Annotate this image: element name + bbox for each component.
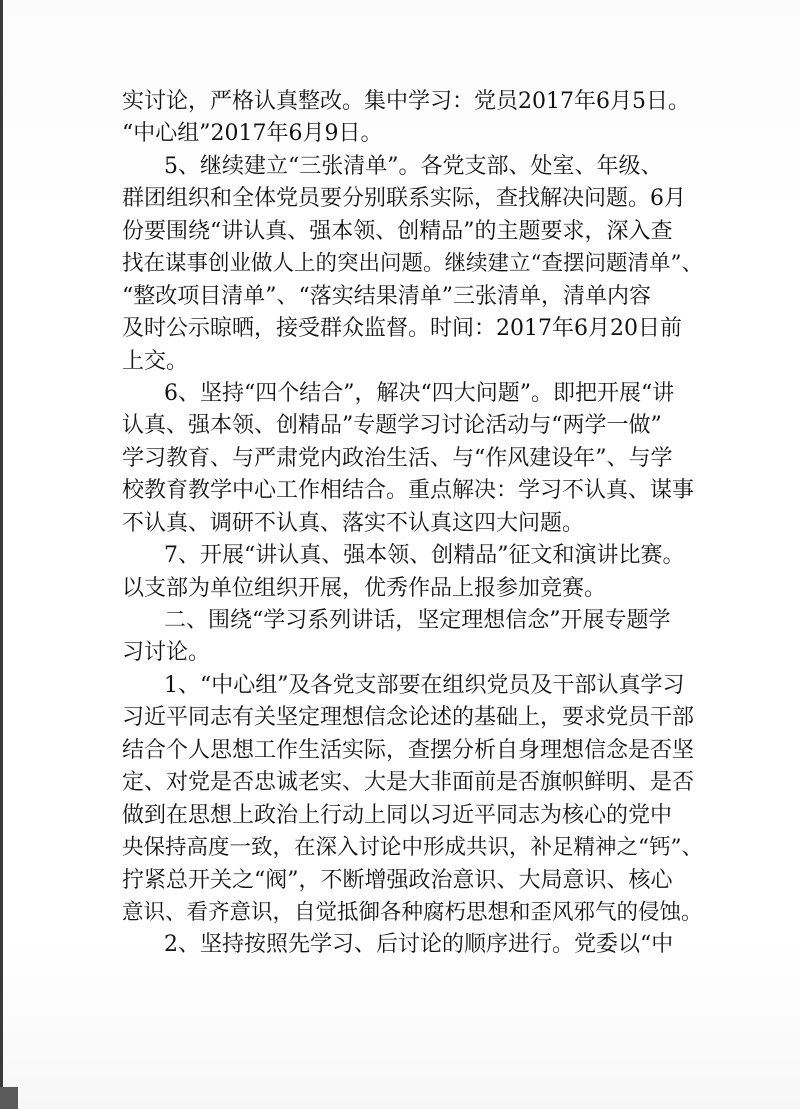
text-line: “整改项目清单”、“落实结果清单”三张清单，清单内容 [122,283,651,309]
text-line: 份要围绕“讲认真、强本领、创精品”的主题要求，深入查 [122,218,673,244]
text-line: 及时公示晾晒，接受群众监督。时间：2017年6月20日前 [122,316,682,342]
text-line: 上交。 [122,348,189,374]
text-line: 习近平同志有关坚定理想信念论述的基础上，要求党员干部 [122,705,695,731]
text-line: 校教育教学中心工作相结合。重点解决：学习不认真、谋事 [122,478,695,504]
text-line: 5、继续建立“三张清单”。各党支部、处室、年级、 [164,153,663,179]
document-body [122,86,712,962]
text-line: 认真、强本领、创精品”专题学习讨论活动与“两学一做” [122,413,662,439]
text-line: 意识、看齐意识，自觉抵御各种腐朽思想和歪风邪气的侵蚀。 [122,899,703,925]
text-line: 实讨论，严格认真整改。集中学习：党员2017年6月5日。 [122,89,690,114]
text-line: 结合个人思想工作生活实际，查摆分析自身理想信念是否坚 [122,737,695,763]
text-line: 以支部为单位组织开展，优秀作品上报参加竞赛。 [122,575,607,601]
text-line: 定、对党是否忠诚老实、大是大非面前是否旗帜鲜明、是否 [122,770,695,796]
text-line: 7、开展“讲认真、强本领、创精品”征文和演讲比赛。 [164,543,685,569]
text-line: 1、“中心组”及各党支部要在组织党员及干部认真学习 [164,672,685,698]
text-line: 央保持高度一致，在深入讨论中形成共识，补足精神之“钙”、 [122,835,703,861]
text-line: 6、坚持“四个结合”，解决“四大问题”。即把开展“讲 [164,380,675,406]
scan-edge [0,0,3,1109]
text-line: 做到在思想上政治上行动上同以习近平同志为核心的党中 [122,802,673,828]
text-line: 找在谋事创业做人上的突出问题。继续建立“查摆问题清单”、 [122,251,703,277]
text-line: “中心组”2017年6月9日。 [122,121,383,147]
text-line: 拧紧总开关之“阀”，不断增强政治意识、大局意识、核心 [122,867,673,893]
text-line: 群团组织和全体党员要分别联系实际，查找解决问题。6月 [122,186,686,212]
scan-corner [0,1087,18,1109]
section-heading: 习讨论。 [122,640,211,666]
text-line: 不认真、调研不认真、落实不认真这四大问题。 [122,510,585,536]
section-heading: 二、围绕“学习系列讲话，坚定理想信念”开展专题学 [164,608,671,633]
text-line: 2、坚持按照先学习、后讨论的顺序进行。党委以“中 [164,932,674,958]
text-line: 学习教育、与严肃党内政治生活、与“作风建设年”、与学 [122,445,673,471]
